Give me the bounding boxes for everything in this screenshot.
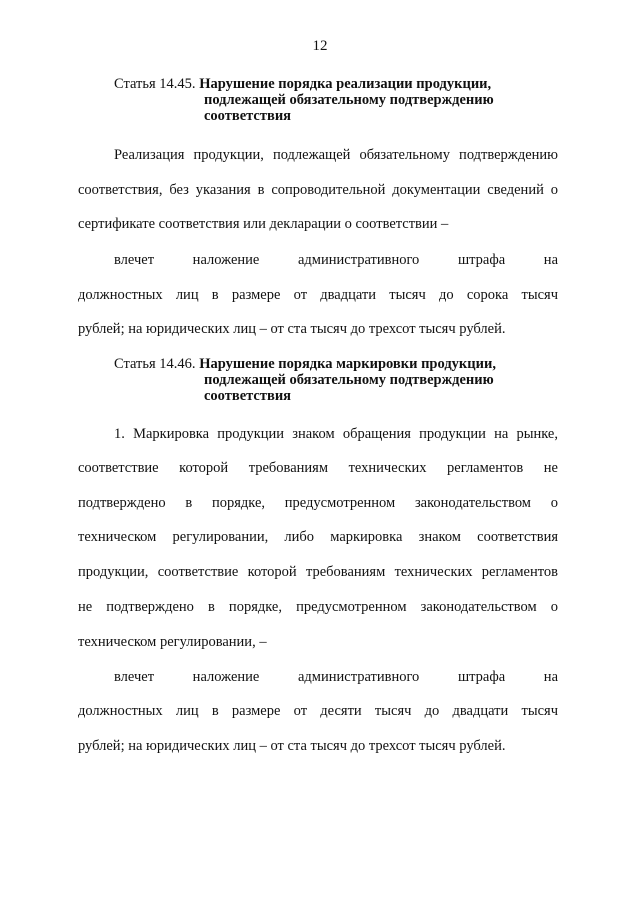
body-line: техническом регулировании, – — [78, 634, 267, 650]
body-line: влечет наложение административного штрафа на — [114, 252, 558, 268]
article-14-45-heading — [114, 76, 574, 124]
article-title-line: соответствия — [204, 388, 292, 404]
body-line: техническом регулировании, либо маркировка знаком соответствия — [78, 529, 558, 545]
body-line: влечет наложение административного штрафа на — [114, 669, 558, 685]
article-title-line: Нарушение порядка маркировки продукции, — [199, 356, 496, 372]
body-line: соответствие которой требованиям технических регламентов не — [78, 460, 558, 476]
article-14-46-heading — [114, 356, 574, 404]
body-line: продукции, соответствие которой требованиям технических регламентов — [78, 564, 558, 580]
body-line: рублей; на юридических лиц – от ста тысяч до трехсот тысяч рублей. — [78, 321, 506, 337]
body-line: сертификате соответствия или декларации о соответствии – — [78, 216, 449, 232]
body-line: не подтверждено в порядке, предусмотренном законодательством о — [78, 599, 558, 615]
body-line: рублей; на юридических лиц – от ста тысяч до трехсот тысяч рублей. — [78, 738, 506, 754]
article-title-line: Нарушение порядка реализации продукции, — [199, 76, 492, 92]
article-number: Статья 14.46. — [114, 356, 196, 372]
page-number: 12 — [312, 38, 328, 54]
body-line: должностных лиц в размере от двадцати тысяч до сорока тысяч — [78, 287, 558, 303]
body-line: соответствия, без указания в сопроводительной документации сведений о — [78, 182, 558, 198]
article-number: Статья 14.45. — [114, 76, 196, 92]
body-line: 1. Маркировка продукции знаком обращения продукции на рынке, — [114, 426, 558, 442]
article-title-line: подлежащей обязательному подтверждению — [204, 372, 494, 388]
body-line: Реализация продукции, подлежащей обязательному подтверждению — [114, 147, 558, 163]
article-title-line: подлежащей обязательному подтверждению — [204, 92, 494, 108]
article-title-line: соответствия — [204, 108, 292, 124]
body-line: подтверждено в порядке, предусмотренном законодательством о — [78, 495, 558, 511]
body-line: должностных лиц в размере от десяти тысяч до двадцати тысяч — [78, 703, 558, 719]
